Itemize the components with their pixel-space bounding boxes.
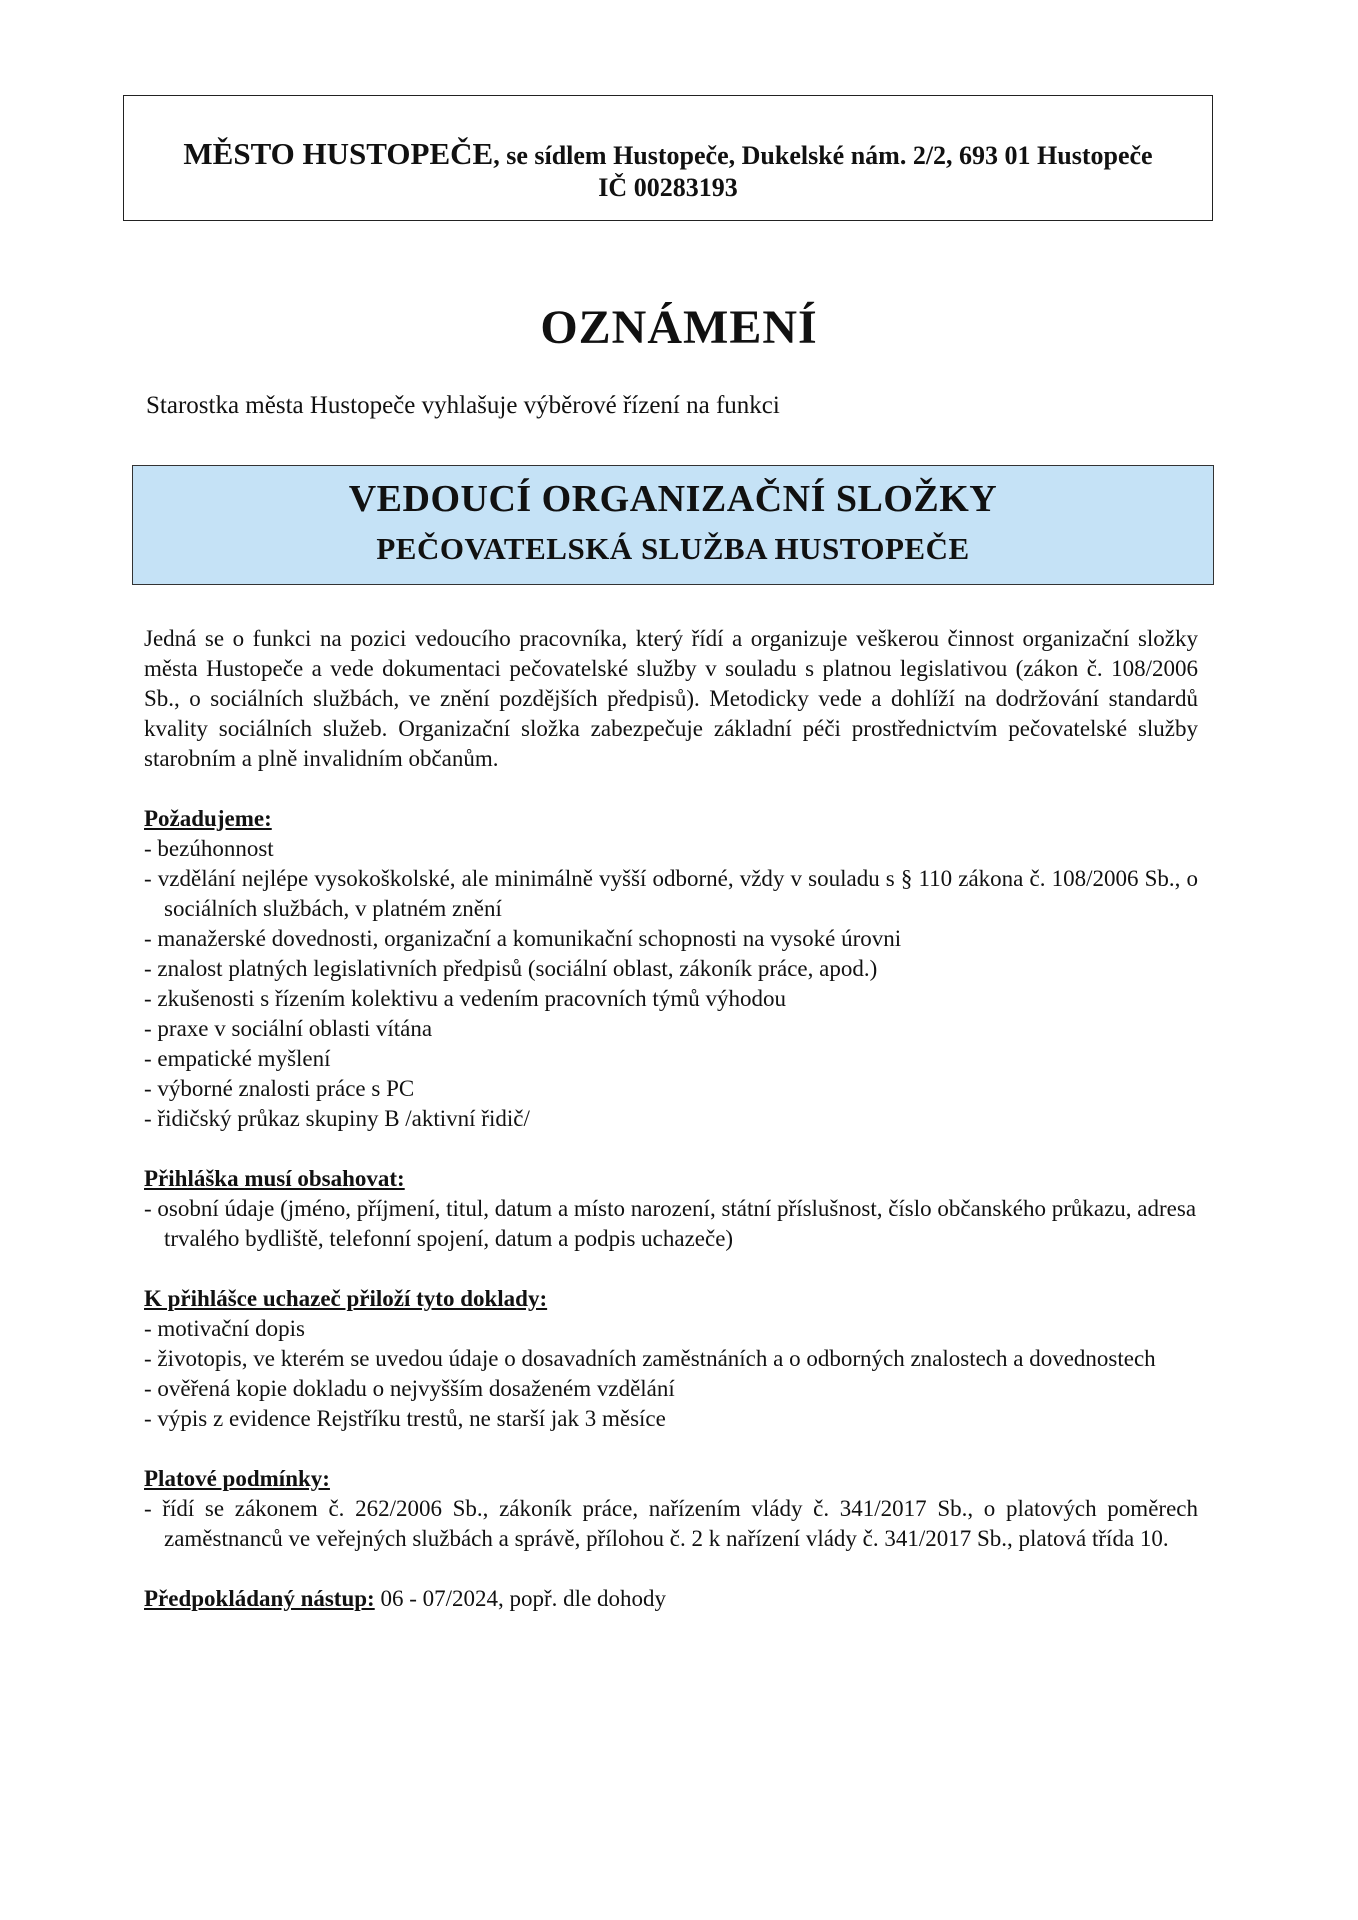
list-item: - výborné znalosti práce s PC	[144, 1074, 1198, 1104]
requirements-heading: Požadujeme:	[144, 806, 272, 831]
position-banner	[132, 465, 1214, 585]
start-heading: Předpokládaný nástup:	[144, 1586, 375, 1611]
document-body	[144, 624, 1198, 1614]
list-item: - znalost platných legislativních předpisů (sociální oblast, zákoník práce, apod.)	[144, 954, 1198, 984]
start-section	[144, 1584, 1198, 1614]
position-title: VEDOUCÍ ORGANIZAČNÍ SLOŽKY	[348, 478, 998, 520]
list-item: - výpis z evidence Rejstříku trestů, ne starší jak 3 měsíce	[144, 1404, 1198, 1434]
list-item: - empatické myšlení	[144, 1044, 1198, 1074]
requirements-list	[144, 834, 1198, 1134]
salary-list	[144, 1494, 1198, 1554]
documents-section	[144, 1284, 1198, 1434]
header-box	[123, 95, 1213, 221]
page-title: OZNÁMENÍ	[540, 301, 818, 354]
position-subtitle: PEČOVATELSKÁ SLUŽBA HUSTOPEČE	[376, 531, 970, 566]
city-seat: , se sídlem Hustopeče, Dukelské nám. 2/2, 693 01 Hustopeče	[493, 141, 1153, 170]
application-section	[144, 1164, 1198, 1254]
start-value: 06 - 07/2024, popř. dle dohody	[374, 1586, 667, 1611]
documents-heading: K přihlášce uchazeč přiloží tyto doklady:	[144, 1286, 548, 1311]
documents-list	[144, 1314, 1198, 1434]
list-item: - řidičský průkaz skupiny B /aktivní řidič/	[144, 1104, 1198, 1134]
job-description: Jedná se o funkci na pozici vedoucího pracovníka, který řídí a organizuje veškerou činnost organizační složky města Hustopeče a vede dokumentaci pečovatelské služby v souladu s platnou legislativou (zákon č. 108/2006 Sb., o sociálních službách, ve znění pozdějších předpisů). Metodicky vede a dohlíží na dodržování standardů kvality sociálních služeb. Organizační složka zabezpečuje základní péči prostřednictvím pečovatelské služby starobním a plně invalidním občanům.	[144, 626, 1198, 771]
application-list	[144, 1194, 1198, 1254]
header-address-line	[124, 138, 1212, 172]
requirements-section	[144, 804, 1198, 1134]
list-item: - životopis, ve kterém se uvedou údaje o dosavadních zaměstnáních a o odborných znalostech a dovednostech	[144, 1344, 1198, 1374]
salary-section	[144, 1464, 1198, 1554]
list-item: - zkušenosti s řízením kolektivu a vedením pracovních týmů výhodou	[144, 984, 1198, 1014]
list-item: - bezúhonnost	[144, 834, 1198, 864]
list-item: - řídí se zákonem č. 262/2006 Sb., zákoník práce, nařízením vlády č. 341/2017 Sb., o platových poměrech zaměstnanců ve veřejných službách a správě, přílohou č. 2 k nařízení vlády č. 341/2017 Sb., platová třída 10.	[144, 1494, 1198, 1554]
list-item: - ověřená kopie dokladu o nejvyšším dosaženém vzdělání	[144, 1374, 1198, 1404]
salary-heading: Platové podmínky:	[144, 1466, 330, 1491]
application-heading: Přihláška musí obsahovat:	[144, 1166, 405, 1191]
intro-text: Starostka města Hustopeče vyhlašuje výběrové řízení na funkci	[146, 392, 780, 419]
list-item: - motivační dopis	[144, 1314, 1198, 1344]
city-ico: IČ 00283193	[598, 173, 738, 202]
list-item: - osobní údaje (jméno, příjmení, titul, datum a místo narození, státní příslušnost, číslo občanského průkazu, adresa trvalého bydliště, telefonní spojení, datum a podpis uchazeče)	[144, 1194, 1198, 1254]
list-item: - manažerské dovednosti, organizační a komunikační schopnosti na vysoké úrovni	[144, 924, 1198, 954]
list-item: - praxe v sociální oblasti vítána	[144, 1014, 1198, 1044]
list-item: - vzdělání nejlépe vysokoškolské, ale minimálně vyšší odborné, vždy v souladu s § 110 zákona č. 108/2006 Sb., o sociálních službách, v platném znění	[144, 864, 1198, 924]
city-name: MĚSTO HUSTOPEČE	[183, 136, 494, 171]
